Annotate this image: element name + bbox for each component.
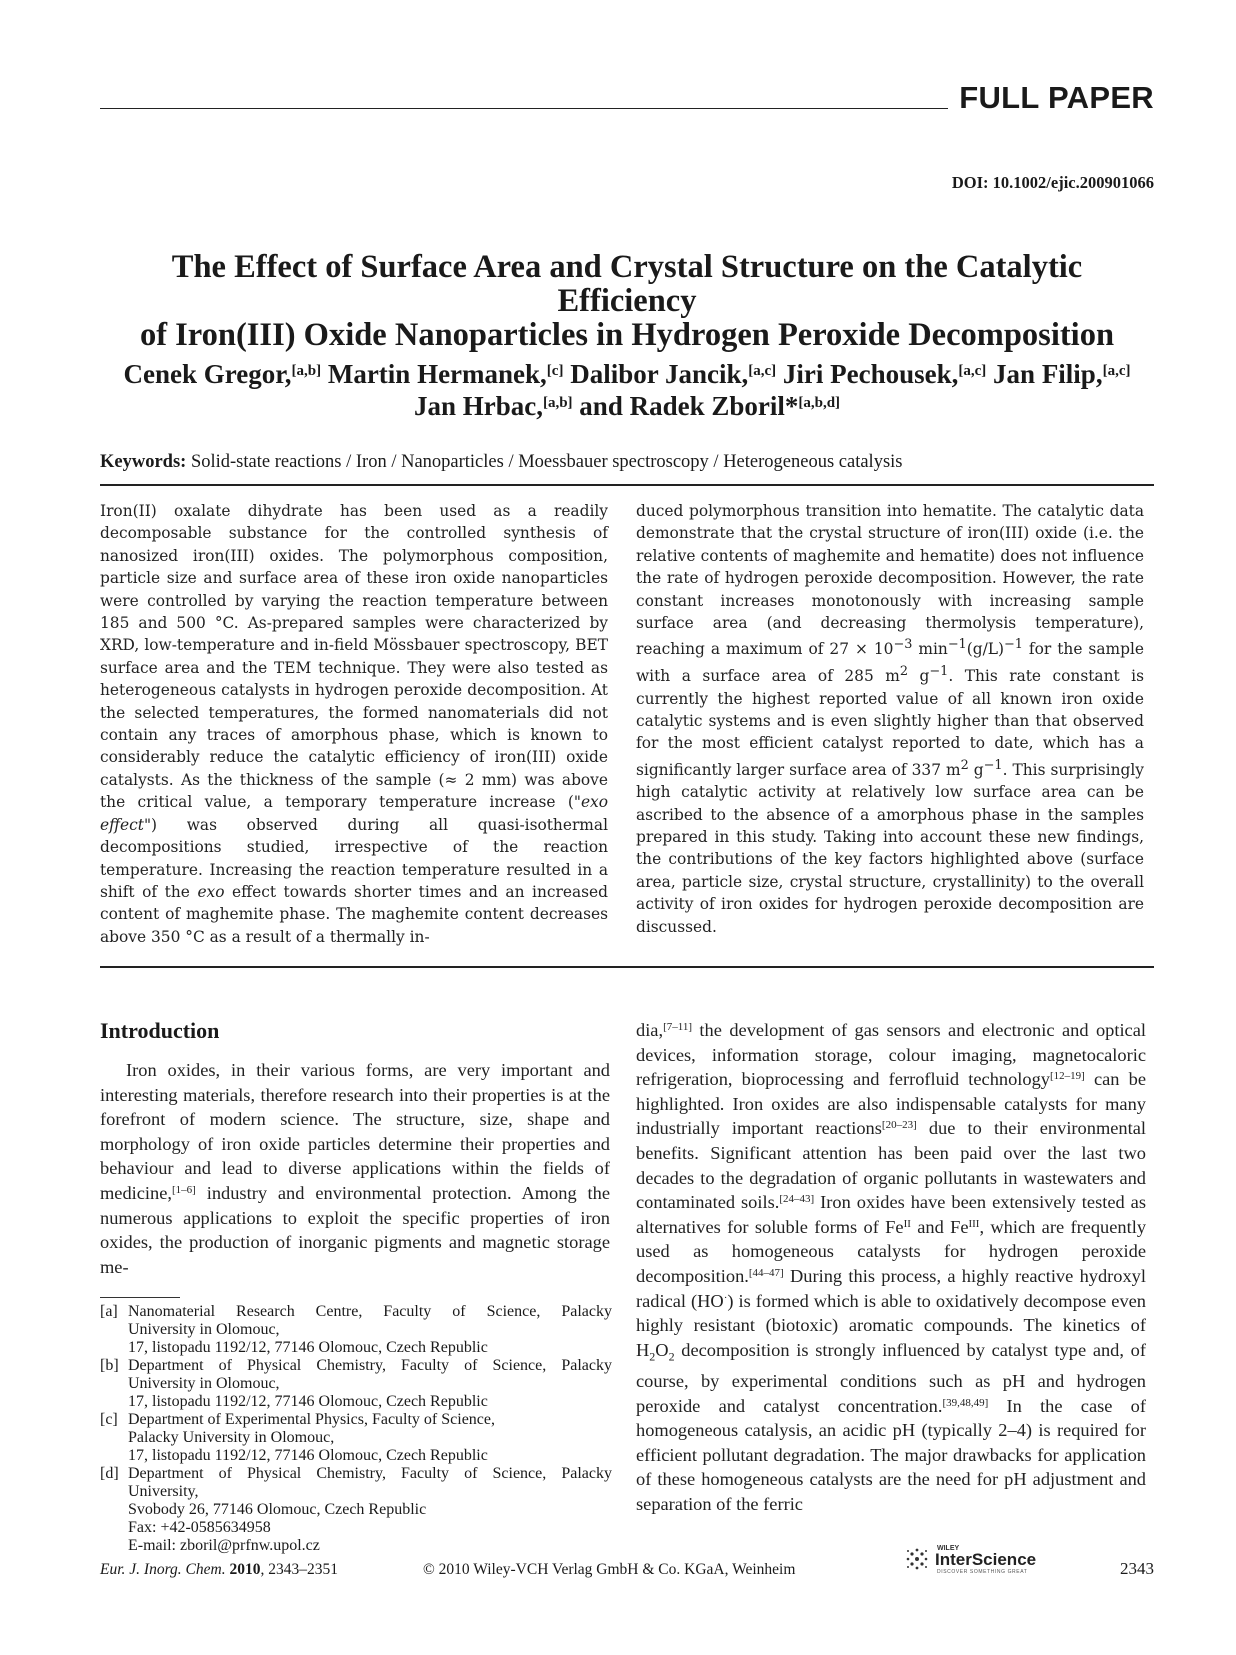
abstract-left-column [100, 500, 608, 948]
author-list [100, 358, 1154, 422]
citation-link[interactable]: [44–47] [748, 1266, 784, 1279]
author-line-1 [100, 358, 1154, 390]
body-paragraph: dia,[7–11] the development of gas sensors and electronic and optical devices, information storage, colour imaging, magnetocaloric refrigeration, bioprocessing and ferrofluid technology[12–19] can be highlighted. Iron oxides are also indispensable catalysts for many industrially important reactions[20–23] due to their environmental benefits. Significant attention has been paid over the last two decades to the degradation of organic pollutants in wastewaters and contaminated soils.[24–43] Iron oxides have been extensively tested as alternatives for soluble forms of $Fe^{II}$ and $Fe^{III}$, which are frequently used as homogeneous catalysts for hydrogen peroxide decomposition.[44–47] During this process, a highly reactive hydroxyl radical (HO·) is formed which is able to oxidatively decompose even highly resistant (biotoxic) aromatic compounds. The kinetics of $H_2O_2$ decomposition is strongly influenced by catalyst type and, of course, by experimental conditions such as pH and hydrogen peroxide and catalyst concentration.[39,48,49] In the case of homogeneous catalysis, an acidic pH (typically 2–4) is required for efficient pollutant degradation. The major drawbacks for application of these homogeneous catalysts are the need for pH adjustment and separation of the ferric [636, 1020, 1147, 1514]
footnote-rule [100, 1297, 180, 1298]
footnote-d: [d] Department of Physical Chemistry, Faculty of Science, Palacky University, Svobody 26, 77146 Olomouc, Czech Republic Fax: +42-0585634958 E-mail: zboril@prfnw.upol.cz [100, 1465, 612, 1554]
author-affiliation: [a,b] [291, 363, 322, 379]
interscience-logo[interactable] [903, 1542, 1073, 1581]
author-name: and Radek Zboril* [579, 391, 799, 421]
footnote-tag: [a] [100, 1303, 118, 1320]
journal-name: Eur. J. Inorg. Chem. [100, 1561, 226, 1578]
abstract-right-column [636, 500, 1144, 938]
journal-citation [100, 1561, 338, 1579]
abstract-paragraph: Iron(II) oxalate dihydrate has been used as a readily decomposable substance for the controlled synthesis of nanosized iron(III) oxides. The polymorphous composition, particle size and surface area of these iron oxide nanoparticles were controlled by varying the reaction temperature between 185 and 500 °C. As-prepared samples were characterized by XRD, low-temperature and in-field Mössbauer spectroscopy, BET surface area and the TEM technique. They were also tested as heterogeneous catalysts in hydrogen peroxide decomposition. At the selected temperatures, the formed nanomaterials did not contain any traces of amorphous phase, which is known to considerably reduce the catalytic efficiency of iron(III) oxide catalysts. As the thickness of the sample (≈ 2 mm) was above the critical value, a temporary temperature increase ("exo effect") was observed during all quasi-isothermal decompositions studied, irrespective of the reaction temperature. Increasing the reaction temperature resulted in a shift of the exo effect towards shorter times and an increased content of maghemite phase. The maghemite content decreases above 350 °C as a result of a thermally in- [100, 502, 608, 946]
logo-tagline: DISCOVER SOMETHING GREAT [937, 1569, 1028, 1575]
author-affiliation: [a,c] [1102, 363, 1131, 379]
keywords-rule [100, 484, 1154, 486]
abstract-rule [100, 966, 1154, 968]
citation-link[interactable]: [20–23] [881, 1119, 917, 1132]
intro-left-column [100, 1058, 610, 1279]
author-affiliation: [a,b,d] [798, 395, 841, 411]
author-affiliation: [a,c] [958, 363, 987, 379]
keywords [100, 452, 902, 473]
author-name: Martin Hermanek, [327, 359, 547, 389]
citation-link[interactable]: [24–43] [779, 1193, 815, 1206]
author-name: Jan Hrbac, [413, 391, 543, 421]
author-affiliation: [c] [546, 363, 564, 379]
journal-pages: , 2343–2351 [260, 1561, 338, 1578]
footnote-a: [a] Nanomaterial Research Centre, Faculty of Science, Palacky University in Olomouc, 17, listopadu 1192/12, 77146 Olomouc, Czech Republic [100, 1303, 612, 1356]
email-link[interactable]: E-mail: zboril@prfnw.upol.cz [128, 1537, 320, 1554]
title-line-2: of Iron(III) Oxide Nanoparticles in Hydrogen Peroxide Decomposition [139, 317, 1115, 353]
section-label: FULL PAPER [959, 80, 1154, 115]
keywords-text: Solid-state reactions / Iron / Nanoparticles / Moessbauer spectroscopy / Heterogeneous catalysis [190, 452, 903, 472]
abstract-paragraph: duced polymorphous transition into hematite. The catalytic data demonstrate that the crystal structure of iron(III) oxide (i.e. the relative contents of maghemite and hematite) does not influence the rate of hydrogen peroxide decomposition. However, the rate constant increases monotonously with increasing sample surface area (and decreasing thermolysis temperature), reaching a maximum of $27 \times 10^{-3}$ $\min^{-1}(g/L)^{-1}$ for the sample with a surface area of 285 $m^2$ $g^{-1}$. This rate constant is currently the highest reported value of all known iron oxide catalytic systems and is even slightly higher than that observed for the most efficient catalyst reported to date, which has a significantly larger surface area of 337 $m^2$ $g^{-1}$. This surprisingly high catalytic activity at relatively low surface area can be ascribed to the absence of a amorphous phase in the samples prepared in this study. Taking into account these new findings, the contributions of the key factors highlighted above (surface area, particle size, crystal structure, crystallinity) to the overall activity of iron oxides for hydrogen peroxide decomposition are discussed. [636, 502, 1145, 936]
logo-top-text: WILEY [937, 1545, 960, 1552]
body-paragraph: Iron oxides, in their various forms, are very important and interesting materials, therefore research into their properties is at the forefront of modern science. The structure, size, shape and morphology of iron oxide particles determine their properties and behaviour and lead to diverse applications within the fields of medicine,[1–6] industry and environmental protection. Among the numerous applications to exploit the specific properties of iron oxides, the production of inorganic pigments and magnetic storage me- [100, 1060, 610, 1277]
doi-link[interactable]: DOI: 10.1002/ejic.200901066 [951, 173, 1154, 192]
footnote-tag: [b] [100, 1357, 119, 1374]
article-title [100, 250, 1154, 352]
citation-link[interactable]: [1–6] [172, 1183, 196, 1196]
footnote-b: [b] Department of Physical Chemistry, Faculty of Science, Palacky University in Olomouc, 17, listopadu 1192/12, 77146 Olomouc, Czech Republic [100, 1357, 612, 1410]
author-affiliation: [a,b] [542, 395, 573, 411]
logo-main-text: InterScience [935, 1550, 1037, 1569]
author-name: Dalibor Jancik, [570, 359, 749, 389]
citation-link[interactable]: [7–11] [663, 1021, 692, 1033]
footnote-c: [c] Department of Experimental Physics, Faculty of Science, Palacky University in Olomouc, 17, listopadu 1192/12, 77146 Olomouc, Czech Republic [100, 1411, 496, 1464]
footnote-tag: [c] [100, 1411, 118, 1428]
wiley-globe-icon [903, 1542, 1073, 1576]
footnote-tag: [d] [100, 1465, 119, 1482]
header-rule [100, 108, 948, 109]
author-line-2 [100, 390, 1154, 422]
page-number: 2343 [1120, 1559, 1154, 1578]
title-line-1: The Effect of Surface Area and Crystal Structure on the Catalytic Efficiency [171, 249, 1083, 319]
citation-link[interactable]: [39,48,49] [942, 1396, 989, 1409]
section-heading-introduction: Introduction [100, 1018, 220, 1043]
author-affiliation: [a,c] [748, 363, 777, 379]
copyright: © 2010 Wiley-VCH Verlag GmbH & Co. KGaA, Weinheim [423, 1561, 796, 1578]
intro-right-column [636, 1018, 1146, 1517]
citation-link[interactable]: [12–19] [1049, 1070, 1085, 1083]
keywords-label: Keywords: [100, 452, 187, 472]
journal-year: 2010 [229, 1561, 261, 1578]
author-name: Cenek Gregor, [123, 359, 292, 389]
affiliation-footnotes [100, 1303, 612, 1555]
author-name: Jan Filip, [993, 359, 1103, 389]
author-name: Jiri Pechousek, [782, 359, 959, 389]
